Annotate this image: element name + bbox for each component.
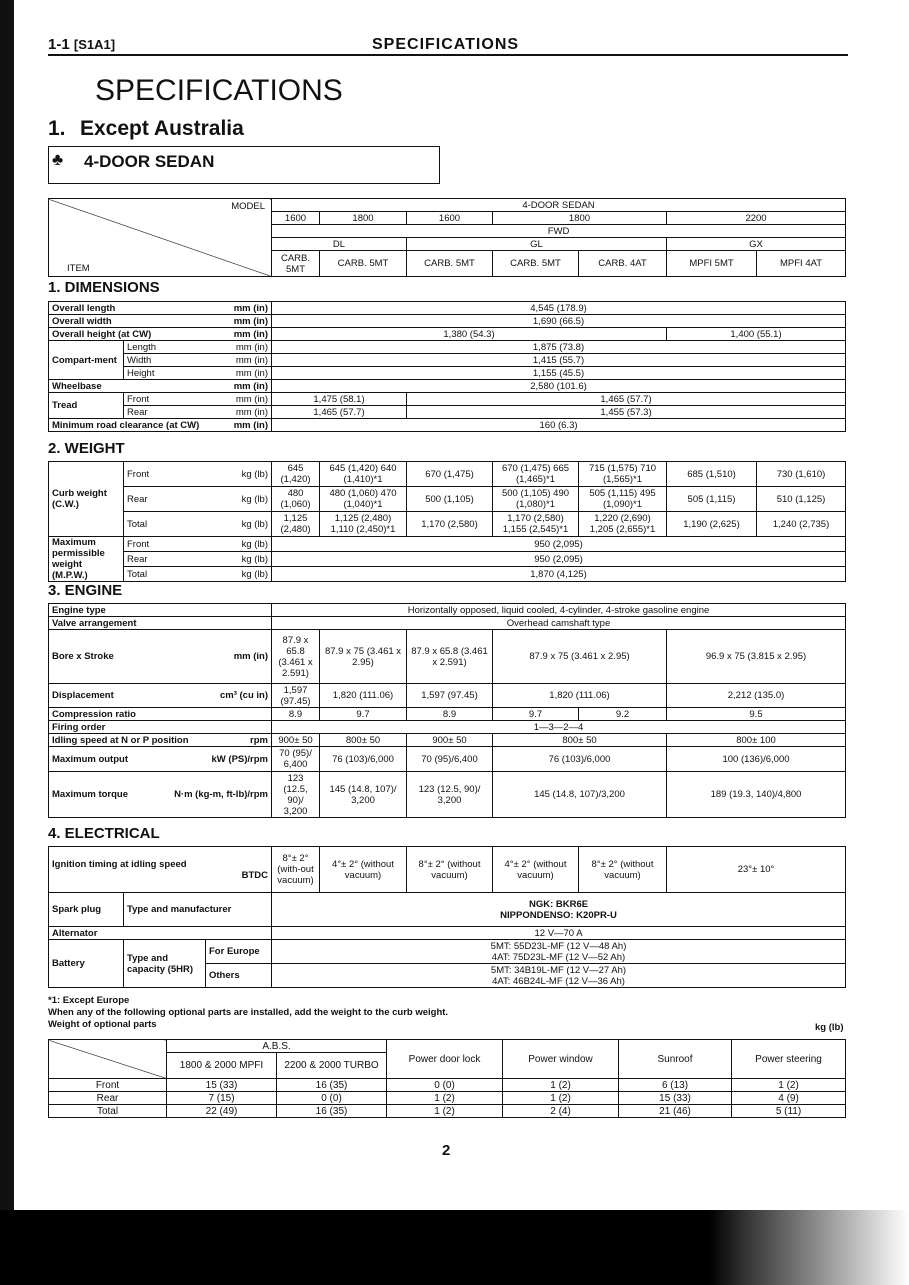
text-span: cm³ (cu in) — [219, 690, 268, 701]
row-label — [49, 630, 272, 684]
value-cell: 76 (103)/6,000 — [320, 747, 407, 772]
value-cell: 715 (1,575) 710 (1,565)*1 — [579, 462, 667, 487]
text-span: Minimum road clearance (at CW) — [52, 419, 200, 431]
row-label: Alternator — [49, 927, 272, 940]
options-corner — [49, 1040, 167, 1079]
row-label: Compression ratio — [49, 708, 272, 721]
text-span: BTDC — [241, 869, 269, 881]
row-label: Rear — [49, 1092, 167, 1105]
value-cell: 4°± 2° (without vacuum) — [493, 847, 579, 893]
text-span: Rear — [127, 493, 148, 505]
value-cell: 87.9 x 65.8 (3.461 x 2.591) — [272, 630, 320, 684]
text-span: kg (lb) — [241, 553, 268, 565]
subtitle-number: 1. — [48, 117, 66, 140]
value-cell: 645 (1,420) 640 (1,410)*1 — [320, 462, 407, 487]
row-label — [49, 772, 272, 818]
value-cell — [272, 964, 846, 988]
text-span: NGK: BKR6E — [528, 898, 589, 910]
value-cell: Horizontally opposed, liquid cooled, 4-cylinder, 4-stroke gasoline engine — [272, 604, 846, 617]
row-sublabel: Others — [206, 964, 272, 988]
trim-gl: GL — [407, 238, 667, 251]
value-cell: 900± 50 — [407, 734, 493, 747]
value-cell: 8.9 — [272, 708, 320, 721]
text-span: N·m (kg-m, ft-lb)/rpm — [174, 789, 268, 800]
value-cell: 1,875 (73.8) — [272, 341, 846, 354]
row-label — [49, 328, 272, 341]
value-cell: 8°± 2° (without vacuum) — [579, 847, 667, 893]
subtitle: Except Australia — [80, 117, 244, 140]
value-cell: 1,190 (2,625) — [667, 512, 757, 537]
text-span: Ignition timing at idling speed — [52, 858, 187, 870]
text-span: Bore x Stroke — [52, 651, 114, 662]
value-cell: 16 (35) — [277, 1079, 387, 1092]
col-header: Power window — [503, 1040, 619, 1079]
value-cell: 1 (2) — [387, 1105, 503, 1118]
row-sublabel — [124, 393, 272, 406]
value-cell: 21 (46) — [619, 1105, 732, 1118]
text-span: mm (in) — [233, 315, 269, 327]
value-cell: 950 (2,095) — [272, 537, 846, 552]
text-span: mm (in) — [233, 651, 268, 662]
row-label — [49, 315, 272, 328]
text-span: Front — [127, 538, 150, 550]
value-cell: 2 (4) — [503, 1105, 619, 1118]
section-weight: 2. WEIGHT — [48, 440, 125, 457]
row-label: Firing order — [49, 721, 272, 734]
value-cell: 1 (2) — [387, 1092, 503, 1105]
value-cell: 6 (13) — [619, 1079, 732, 1092]
value-cell: 1,400 (55.1) — [667, 328, 846, 341]
text-span: Rear — [127, 553, 148, 565]
footnote-1: *1: Except Europe — [48, 995, 130, 1006]
club-icon: ♣ — [52, 150, 64, 169]
col-header: Power steering — [732, 1040, 846, 1079]
dimensions-table — [48, 301, 846, 432]
engine-1600-a: 1600 — [272, 212, 320, 225]
text-span: Total — [127, 568, 148, 580]
engine-2200: 2200 — [667, 212, 846, 225]
value-cell: 1,465 (57.7) — [272, 406, 407, 419]
value-cell: 1,170 (2,580) 1,155 (2,545)*1 — [493, 512, 579, 537]
row-sublabel — [124, 552, 272, 567]
value-cell: 4°± 2° (without vacuum) — [320, 847, 407, 893]
value-cell — [272, 940, 846, 964]
weight-table — [48, 461, 846, 582]
text-span: 4AT: 75D23L-MF (12 V—52 Ah) — [491, 951, 626, 963]
value-cell: 9.7 — [320, 708, 407, 721]
row-label: Front — [49, 1079, 167, 1092]
value-cell: 480 (1,060) 470 (1,040)*1 — [320, 487, 407, 512]
row-label: Spark plug — [49, 893, 124, 927]
value-cell: 8.9 — [407, 708, 493, 721]
trim-gx: GX — [667, 238, 846, 251]
text-span: mm (in) — [235, 367, 269, 379]
row-label: Tread — [49, 393, 124, 419]
value-cell: 8°± 2° (without vacuum) — [407, 847, 493, 893]
value-cell: 1,155 (45.5) — [272, 367, 846, 380]
value-cell: 730 (1,610) — [757, 462, 846, 487]
col-header: 2200 & 2000 TURBO — [277, 1053, 387, 1079]
section-engine: 3. ENGINE — [48, 582, 123, 599]
text-span: mm (in) — [235, 341, 269, 353]
value-cell: 800± 100 — [667, 734, 846, 747]
text-span: 5MT: 34B19L-MF (12 V—27 Ah) — [490, 964, 627, 976]
row-label — [49, 847, 272, 893]
text-span: kW (PS)/rpm — [211, 753, 268, 765]
row-label: Valve arrangement — [49, 617, 272, 630]
variant: CARB. 5MT — [320, 251, 407, 277]
electrical-table — [48, 846, 846, 988]
options-table — [48, 1039, 846, 1118]
text-span: mm (in) — [233, 419, 269, 431]
text-span: mm (in) — [235, 354, 269, 366]
text-span: Displacement — [52, 690, 114, 701]
value-cell: 685 (1,510) — [667, 462, 757, 487]
col-header: 1800 & 2000 MPFI — [167, 1053, 277, 1079]
value-cell: 505 (1,115) — [667, 487, 757, 512]
drive-type: FWD — [272, 225, 846, 238]
row-label — [49, 734, 272, 747]
row-sublabel — [124, 487, 272, 512]
variant: CARB. 5MT — [407, 251, 493, 277]
row-sublabel: Type and manufacturer — [124, 893, 272, 927]
section-electrical: 4. ELECTRICAL — [48, 825, 160, 842]
value-cell: 1,380 (54.3) — [272, 328, 667, 341]
col-header: Sunroof — [619, 1040, 732, 1079]
value-cell: 1,125 (2,480) — [272, 512, 320, 537]
text-span: Height — [127, 367, 155, 379]
value-cell: 96.9 x 75 (3.815 x 2.95) — [667, 630, 846, 684]
text-span: Wheelbase — [52, 380, 102, 392]
value-cell: 15 (33) — [167, 1079, 277, 1092]
value-cell: 670 (1,475) — [407, 462, 493, 487]
value-cell: 1,240 (2,735) — [757, 512, 846, 537]
engine-1800-b: 1800 — [493, 212, 667, 225]
value-cell: 500 (1,105) 490 (1,080)*1 — [493, 487, 579, 512]
value-cell: 1,690 (66.5) — [272, 315, 846, 328]
text-span: mm (in) — [233, 302, 269, 314]
row-label — [49, 380, 272, 393]
value-cell: 510 (1,125) — [757, 487, 846, 512]
row-sublabel — [124, 567, 272, 582]
footnote-3: Weight of optional parts — [48, 1019, 157, 1030]
scan-bottom-shadow — [0, 1210, 909, 1285]
value-cell: 145 (14.8, 107)/ 3,200 — [320, 772, 407, 818]
text-span: Rear — [127, 406, 148, 418]
value-cell: 0 (0) — [387, 1079, 503, 1092]
row-label — [49, 684, 272, 708]
header-rule — [48, 54, 848, 56]
value-cell: 70 (95)/ 6,400 — [272, 747, 320, 772]
text-span: Front — [127, 468, 150, 480]
value-cell: 645 (1,420) — [272, 462, 320, 487]
body-type: 4-DOOR SEDAN — [272, 199, 846, 212]
value-cell: 1,170 (2,580) — [407, 512, 493, 537]
item-label: ITEM — [67, 263, 90, 274]
value-cell: 123 (12.5, 90)/ 3,200 — [272, 772, 320, 818]
variant: CARB. 5MT — [493, 251, 579, 277]
text-span: mm (in) — [235, 393, 269, 405]
row-label: Curb weight (C.W.) — [49, 462, 124, 537]
model-label: MODEL — [231, 201, 265, 212]
text-span: Front — [127, 393, 150, 405]
value-cell: 87.9 x 65.8 (3.461 x 2.591) — [407, 630, 493, 684]
value-cell: 9.5 — [667, 708, 846, 721]
value-cell: 500 (1,105) — [407, 487, 493, 512]
col-header: Power door lock — [387, 1040, 503, 1079]
unit-note: kg (lb) — [815, 1022, 844, 1033]
text-span: [S1A1] — [73, 37, 116, 52]
variant: MPFI 4AT — [757, 251, 846, 277]
text-span: Maximum output — [52, 753, 128, 765]
row-sublabel: For Europe — [206, 940, 272, 964]
value-cell: 4 (9) — [732, 1092, 846, 1105]
text-span: mm (in) — [235, 406, 269, 418]
row-label: Compart-ment — [49, 341, 124, 380]
value-cell: 9.7 — [493, 708, 579, 721]
text-span: kg (lb) — [241, 538, 268, 550]
value-cell: 12 V—70 A — [272, 927, 846, 940]
value-cell: 2,212 (135.0) — [667, 684, 846, 708]
engine-1800-a: 1800 — [320, 212, 407, 225]
row-sublabel — [124, 354, 272, 367]
value-cell: 1,220 (2,690) 1,205 (2,655)*1 — [579, 512, 667, 537]
row-sublabel — [124, 512, 272, 537]
model-header-table — [48, 198, 846, 277]
value-cell: 87.9 x 75 (3.461 x 2.95) — [320, 630, 407, 684]
abs-label: A.B.S. — [167, 1040, 387, 1053]
row-label: Engine type — [49, 604, 272, 617]
value-cell: 70 (95)/6,400 — [407, 747, 493, 772]
page-title: SPECIFICATIONS — [95, 74, 343, 107]
text-span: 1-1 — [48, 36, 70, 53]
value-cell: 5 (11) — [732, 1105, 846, 1118]
value-cell: 800± 50 — [320, 734, 407, 747]
value-cell: Overhead camshaft type — [272, 617, 846, 630]
text-span: Idling speed at N or P position — [52, 734, 189, 746]
row-sublabel — [124, 367, 272, 380]
value-cell: 123 (12.5, 90)/ 3,200 — [407, 772, 493, 818]
row-label — [49, 419, 272, 432]
value-cell: 8°± 2° (with-out vacuum) — [272, 847, 320, 893]
value-cell: 800± 50 — [493, 734, 667, 747]
model-item-corner — [49, 199, 272, 277]
value-cell: 1,597 (97.45) — [272, 684, 320, 708]
value-cell: 1—3—2—4 — [272, 721, 846, 734]
text-span: Length — [127, 341, 157, 353]
value-cell: 670 (1,475) 665 (1,465)*1 — [493, 462, 579, 487]
row-label: Maximum permissible weight (M.P.W.) — [49, 537, 124, 582]
footnote-2: When any of the following optional parts are installed, add the weight to the curb weight. — [48, 1007, 449, 1018]
value-cell: 16 (35) — [277, 1105, 387, 1118]
text-span: kg (lb) — [241, 518, 268, 530]
text-span: Overall length — [52, 302, 116, 314]
value-cell: 87.9 x 75 (3.461 x 2.95) — [493, 630, 667, 684]
value-cell: 1,465 (57.7) — [407, 393, 846, 406]
value-cell: 1,415 (55.7) — [272, 354, 846, 367]
text-span: mm (in) — [233, 380, 269, 392]
row-label — [49, 747, 272, 772]
value-cell: 900± 50 — [272, 734, 320, 747]
row-sublabel — [124, 341, 272, 354]
row-sublabel — [124, 406, 272, 419]
value-cell — [272, 893, 846, 927]
row-sublabel — [124, 537, 272, 552]
value-cell: 15 (33) — [619, 1092, 732, 1105]
value-cell: 1 (2) — [732, 1079, 846, 1092]
text-span: NIPPONDENSO: K20PR-U — [500, 909, 617, 921]
engine-table — [48, 603, 846, 818]
value-cell: 1,870 (4,125) — [272, 567, 846, 582]
value-cell: 9.2 — [579, 708, 667, 721]
scan-edge-shadow — [0, 0, 14, 1285]
variant: MPFI 5MT — [667, 251, 757, 277]
value-cell: 0 (0) — [277, 1092, 387, 1105]
text-span: rpm — [250, 734, 268, 746]
trim-dl: DL — [272, 238, 407, 251]
value-cell: 1,475 (58.1) — [272, 393, 407, 406]
text-span: kg (lb) — [241, 468, 268, 480]
engine-1600-b: 1600 — [407, 212, 493, 225]
value-cell: 505 (1,115) 495 (1,090)*1 — [579, 487, 667, 512]
text-span: Width — [127, 354, 152, 366]
value-cell: 1,125 (2,480) 1,110 (2,450)*1 — [320, 512, 407, 537]
value-cell: 7 (15) — [167, 1092, 277, 1105]
page-number: 2 — [442, 1142, 451, 1159]
value-cell: 160 (6.3) — [272, 419, 846, 432]
value-cell: 2,580 (101.6) — [272, 380, 846, 393]
row-label — [49, 302, 272, 315]
value-cell: 145 (14.8, 107)/3,200 — [493, 772, 667, 818]
text-span: Maximum torque — [52, 789, 129, 800]
row-sublabel: Type and capacity (5HR) — [124, 940, 206, 988]
value-cell: 1,455 (57.3) — [407, 406, 846, 419]
row-label: Battery — [49, 940, 124, 988]
value-cell: 1 (2) — [503, 1092, 619, 1105]
text-span: 5MT: 55D23L-MF (12 V—48 Ah) — [490, 940, 627, 952]
text-span: Overall width — [52, 315, 112, 327]
value-cell: 480 (1,060) — [272, 487, 320, 512]
text-span: Overall height (at CW) — [52, 328, 152, 340]
value-cell: 1,820 (111.06) — [320, 684, 407, 708]
text-span: Total — [127, 518, 148, 530]
value-cell: 4,545 (178.9) — [272, 302, 846, 315]
text-span: kg (lb) — [241, 568, 268, 580]
row-sublabel — [124, 462, 272, 487]
value-cell: 100 (136)/6,000 — [667, 747, 846, 772]
text-span: 4AT: 46B24L-MF (12 V—36 Ah) — [492, 975, 625, 987]
section-dimensions: 1. DIMENSIONS — [48, 279, 160, 296]
page-ref — [48, 36, 115, 53]
value-cell: 76 (103)/6,000 — [493, 747, 667, 772]
running-title: SPECIFICATIONS — [372, 36, 520, 53]
variant: CARB. 4AT — [579, 251, 667, 277]
value-cell: 1,597 (97.45) — [407, 684, 493, 708]
value-cell: 22 (49) — [167, 1105, 277, 1118]
subsection-title: 4-DOOR SEDAN — [84, 152, 215, 171]
variant: CARB. 5MT — [272, 251, 320, 277]
row-label: Total — [49, 1105, 167, 1118]
text-span: mm (in) — [233, 328, 269, 340]
value-cell: 950 (2,095) — [272, 552, 846, 567]
value-cell: 189 (19.3, 140)/4,800 — [667, 772, 846, 818]
text-span: kg (lb) — [241, 493, 268, 505]
value-cell: 1,820 (111.06) — [493, 684, 667, 708]
value-cell: 1 (2) — [503, 1079, 619, 1092]
value-cell: 23°± 10° — [667, 847, 846, 893]
